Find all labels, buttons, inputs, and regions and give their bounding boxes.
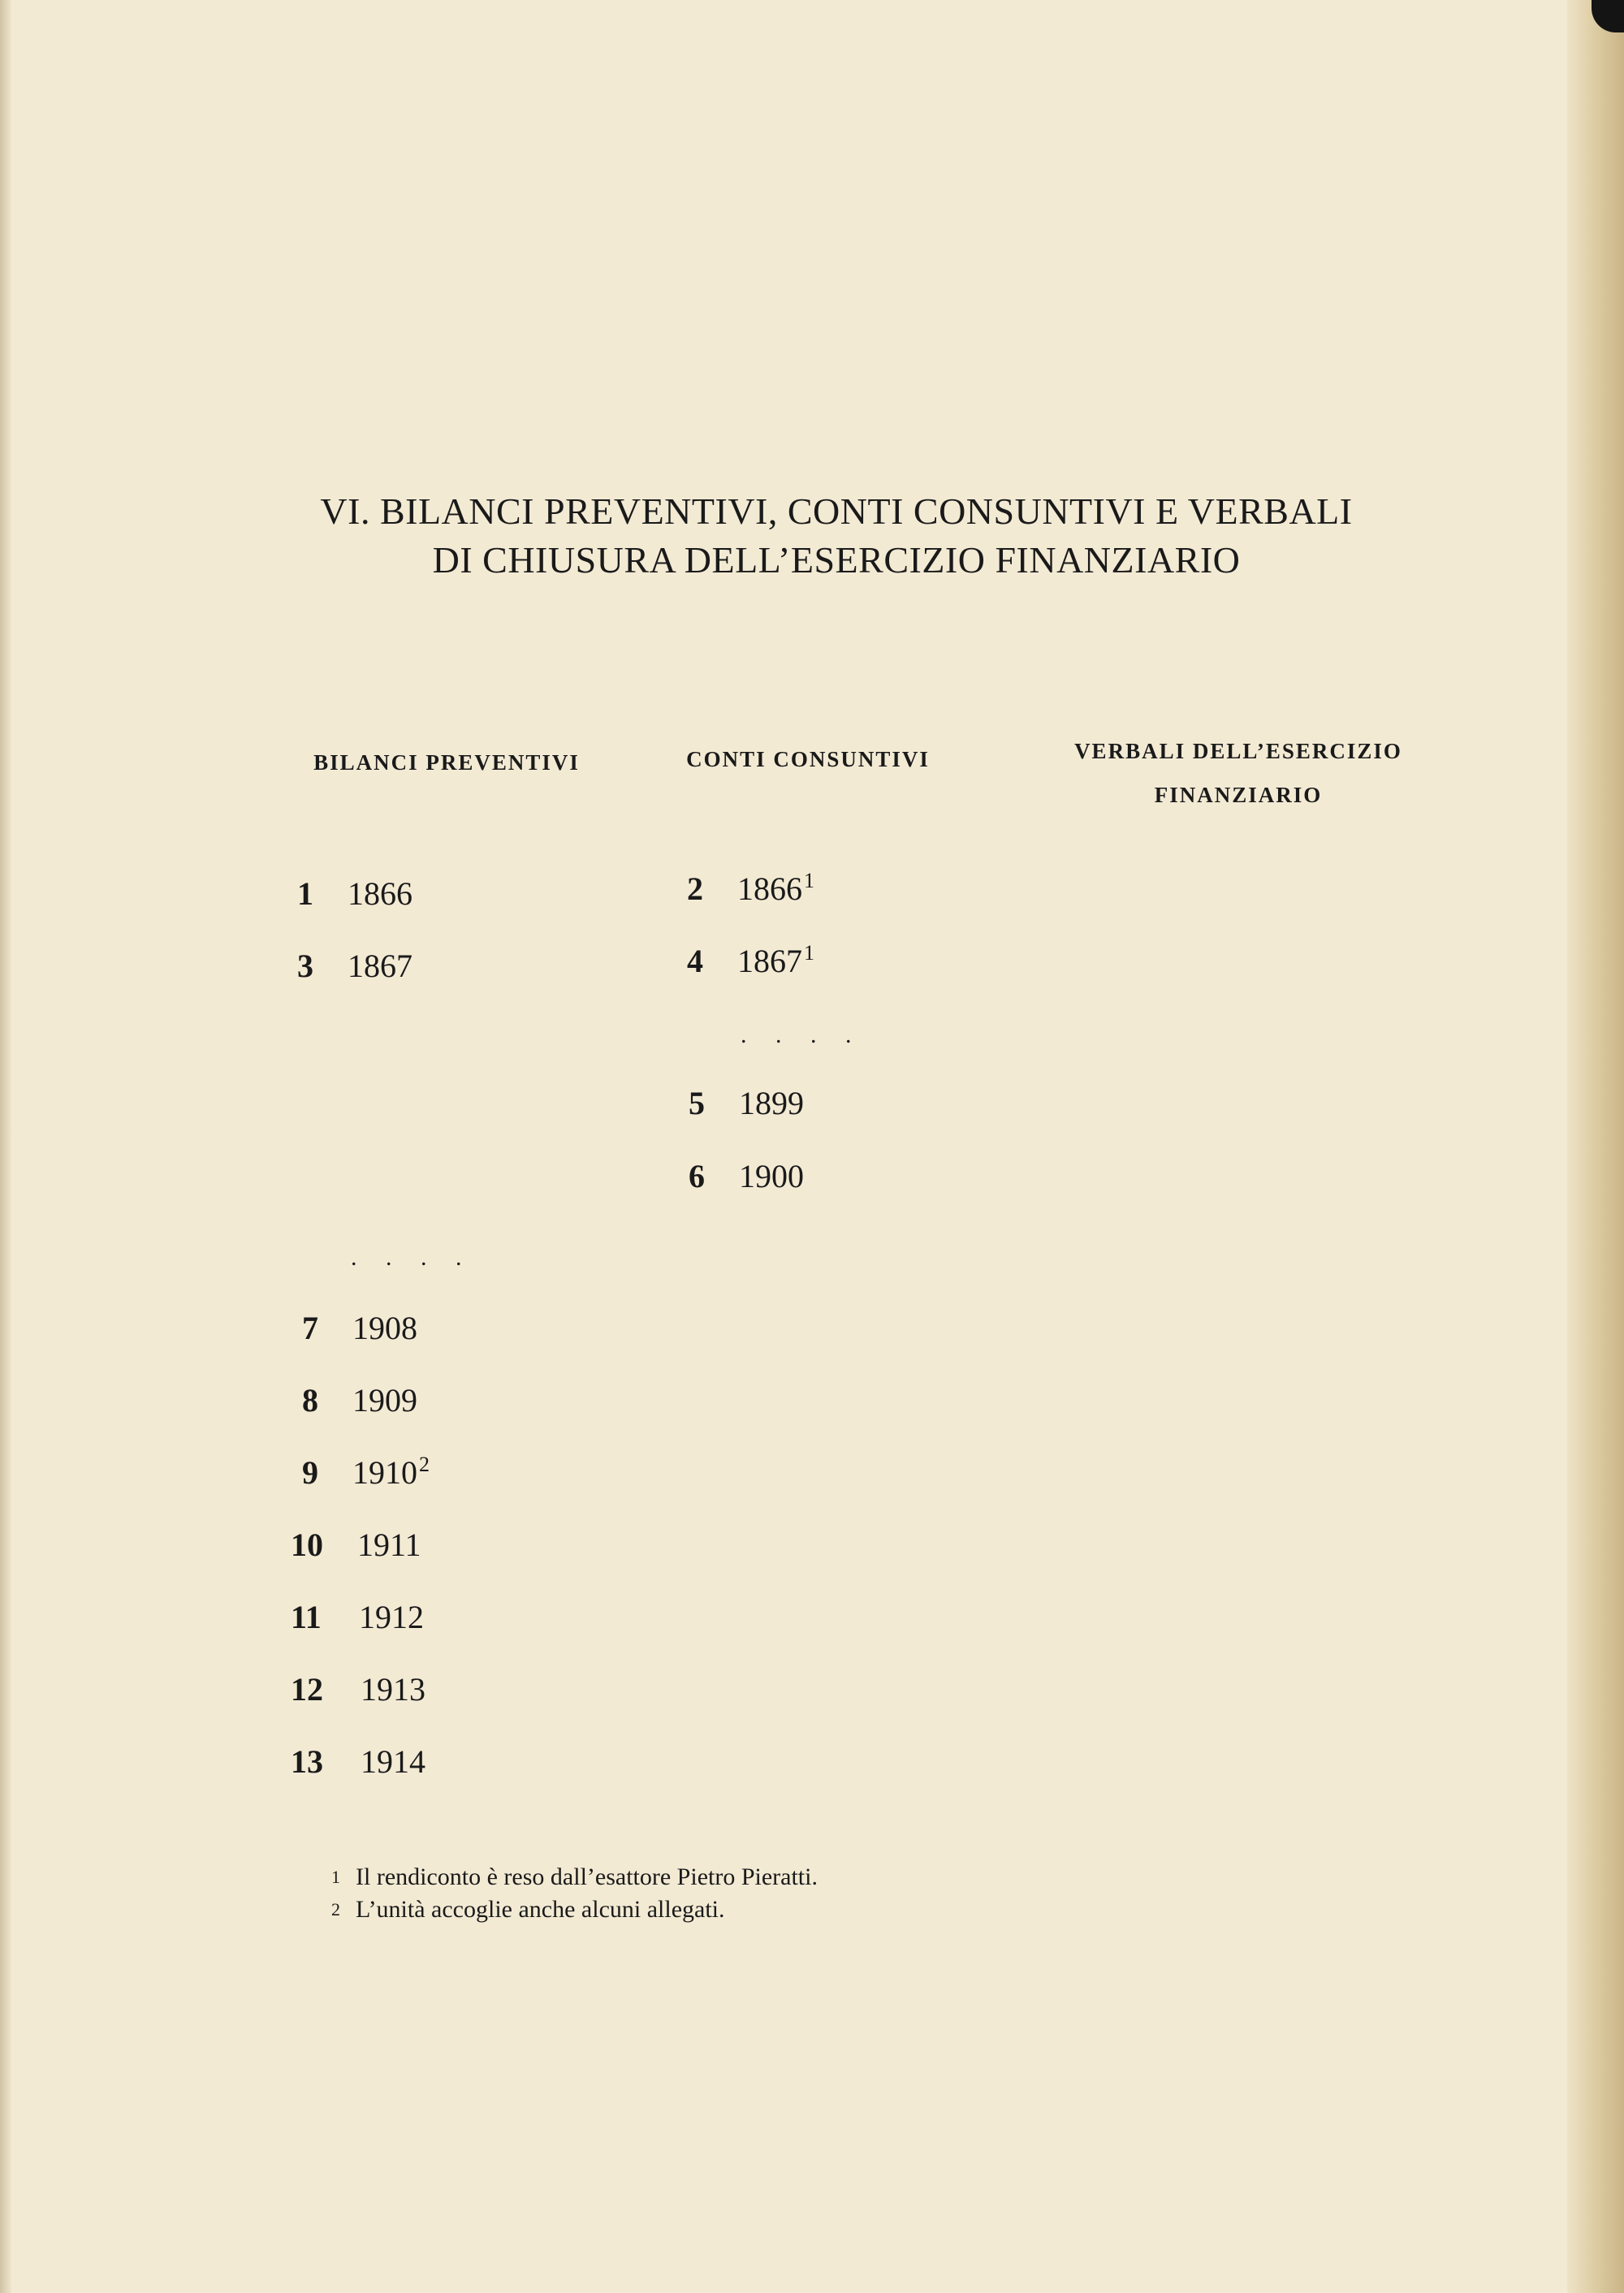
- column-header-verbali-line-2: FINANZIARIO: [1154, 783, 1323, 807]
- column-header-verbali: [1043, 729, 1433, 817]
- entry-year: 1914: [361, 1743, 425, 1780]
- section-title: [244, 487, 1429, 585]
- page-edge-left: [0, 0, 11, 2293]
- entry-number: 10: [291, 1527, 323, 1563]
- footnote-mark: 2: [331, 1899, 340, 1919]
- entry-number: 4: [687, 943, 703, 979]
- entry-year: 1912: [359, 1599, 424, 1635]
- entry-year: 1866: [737, 870, 802, 907]
- entry-year: 1866: [348, 875, 412, 912]
- entry-number: 9: [302, 1454, 318, 1491]
- footnote: [331, 1894, 818, 1926]
- entry-number: 7: [302, 1310, 318, 1346]
- bilanci-entry: [291, 1525, 421, 1565]
- bilanci-entry: [291, 1597, 424, 1638]
- conti-entry: [687, 941, 814, 982]
- entry-number: 13: [291, 1743, 323, 1780]
- page-edge-right: [1567, 0, 1624, 2293]
- entry-year: 1910: [352, 1454, 417, 1491]
- entry-number: 6: [689, 1158, 705, 1194]
- bilanci-entry: [302, 1308, 417, 1349]
- conti-entry: [689, 1156, 804, 1197]
- entry-number: 2: [687, 870, 703, 907]
- entry-number: 12: [291, 1671, 323, 1708]
- column-header-conti: CONTI CONSUNTIVI: [686, 747, 930, 771]
- entry-year: 1909: [352, 1382, 417, 1419]
- section-title-line-2: DI CHIUSURA DELL’ESERCIZIO FINANZIARIO: [432, 539, 1241, 581]
- conti-entry: [689, 1083, 804, 1124]
- bilanci-entry: [302, 1380, 417, 1421]
- entry-year: 1908: [352, 1310, 417, 1346]
- column-header-verbali-line-1: VERBALI DELL’ESERCIZIO: [1074, 739, 1402, 763]
- bilanci-entry: [291, 1669, 425, 1710]
- bilanci-entry: [297, 874, 412, 914]
- section-title-line-1: VI. BILANCI PREVENTIVI, CONTI CONSUNTIVI E VERBALI: [320, 490, 1353, 532]
- entry-number: 1: [297, 875, 313, 912]
- entry-year: 1913: [361, 1671, 425, 1708]
- entry-year: 1867: [737, 943, 802, 979]
- entry-number: 5: [689, 1085, 705, 1121]
- column-header-bilanci: BILANCI PREVENTIVI: [313, 750, 580, 775]
- bilanci-entry: [297, 946, 412, 987]
- footnote-ref: 1: [804, 869, 814, 892]
- ellipsis-bilanci: . . . .: [351, 1244, 473, 1271]
- bilanci-entry: [291, 1742, 425, 1782]
- entry-number: 8: [302, 1382, 318, 1419]
- entry-year: 1899: [739, 1085, 804, 1121]
- entry-year: 1911: [357, 1527, 421, 1563]
- footnote-text: Il rendiconto è reso dall’esattore Pietro Pieratti.: [356, 1863, 818, 1890]
- footnote-text: L’unità accoglie anche alcuni allegati.: [356, 1896, 725, 1923]
- footnote: [331, 1861, 818, 1894]
- footnote-ref: 2: [419, 1453, 430, 1476]
- entry-number: 11: [291, 1599, 322, 1635]
- footnote-mark: 1: [331, 1867, 340, 1887]
- entry-year: 1867: [348, 948, 412, 984]
- entry-year: 1900: [739, 1158, 804, 1194]
- entry-number: 3: [297, 948, 313, 984]
- footnotes: [331, 1861, 818, 1926]
- footnote-ref: 1: [804, 941, 814, 965]
- bilanci-entry: [302, 1453, 430, 1493]
- ellipsis-conti: . . . .: [741, 1021, 863, 1048]
- conti-entry: [687, 869, 814, 909]
